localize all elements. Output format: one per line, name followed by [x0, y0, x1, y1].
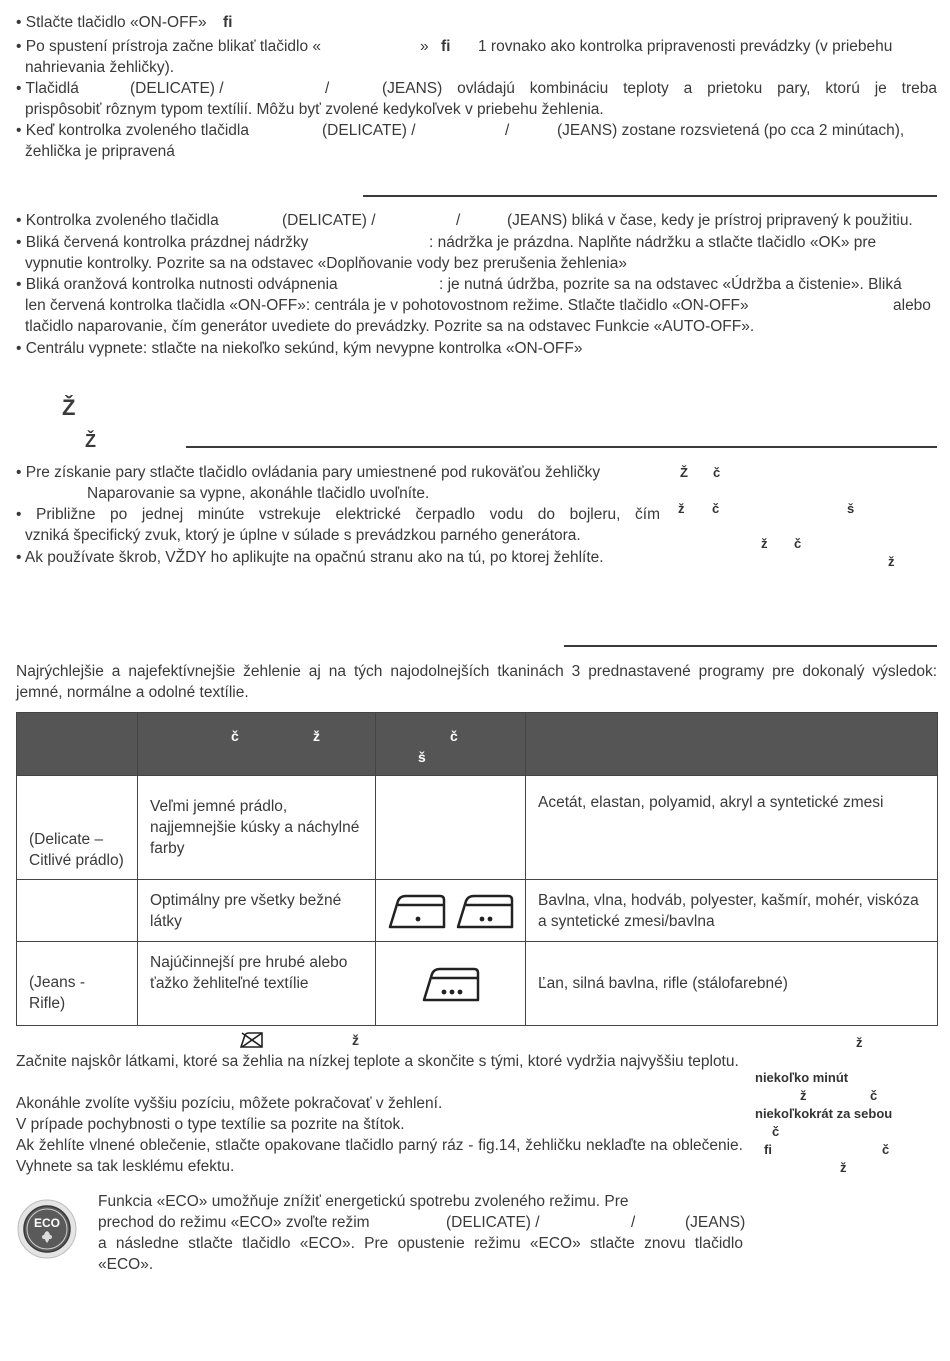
light-descale-c: len červená kontrolka tlačidla «ON-OFF»: centrála je v pohotovostnom režime. Stlačte tlačidlo «ON-OFF» — [25, 297, 749, 314]
program-fabrics: Acetát, elastan, polyamid, akryl a syntetické zmesi — [526, 776, 938, 880]
program-fabrics: Ľan, silná bavlna, rifle (stálofarebné) — [526, 942, 938, 1026]
bullet-buttons-a: • Tlačidlá — [16, 80, 79, 97]
light-descale-e: tlačidlo naparovanie, čím generátor uvediete do prevádzky. Pozrite sa na odstavec Funkcie «AUTO-OFF». — [25, 318, 755, 335]
light-empty-a: • Bliká červená kontrolka prázdnej nádržky — [16, 234, 309, 251]
steam-bullet-1a: • Pre získanie pary stlačte tlačidlo ovládania pary umiestnené pod rukoväťou žehličky — [16, 464, 601, 481]
section-rule — [564, 645, 937, 647]
bullet-ready-e: žehlička je pripravená — [25, 143, 175, 160]
after-table-p4: Ak žehlíte vlnené oblečenie, stlačte opakovane tlačidlo parný ráz - fig.14, žehličku neklaďte na oblečenie. Vyhnete sa tak lesklému efektu. — [16, 1137, 743, 1175]
light-descale-a: • Bliká oranžová kontrolka nutnosti odvápnenia — [16, 276, 338, 293]
light-descale-b: : je nutná údržba, pozrite sa na odstavec «Údržba a čistenie». Bliká — [439, 276, 902, 293]
table-row — [17, 880, 938, 942]
header-cell — [17, 713, 138, 776]
steam-bullet-2b: vzniká špecifický zvuk, ktorý je úplne v súlade s prevádzkou parného generátora. — [25, 527, 581, 544]
bullet-press-on-off — [16, 12, 232, 33]
side-char: ž — [840, 1160, 847, 1175]
bullet-buttons-d: (JEANS) ovládajú kombináciu teploty a prietoku pary, ktorú je treba — [382, 80, 937, 97]
eco-line-d: «ECO». — [98, 1256, 154, 1273]
header-cell — [526, 713, 938, 776]
text: • Stlačte tlačidlo «ON-OFF» — [16, 14, 207, 31]
program-use: Optimálny pre všetky bežné látky — [138, 880, 376, 942]
light-descale-d: alebo — [893, 297, 931, 314]
side-char: č — [794, 536, 802, 551]
eco-line-b3: / — [631, 1214, 636, 1231]
after-table-p2: Akonáhle zvolíte vyššiu pozíciu, môžete pokračovať v žehlení. — [16, 1095, 443, 1112]
header-char: č — [231, 728, 239, 744]
program-use: Najúčinnejší pre hrubé alebo ťažko žehliteľné textílie — [138, 942, 376, 1026]
heading-z2: Ž — [85, 431, 96, 451]
bullet-ready-b: (DELICATE) / — [322, 122, 416, 139]
fig-ref: ﬁ — [222, 14, 233, 31]
bullet-buttons-b: (DELICATE) / — [130, 80, 224, 97]
eco-line-c: a následne stlačte tlačidlo «ECO». Pre opustenie režimu «ECO» stlačte znovu tlačidlo — [98, 1235, 743, 1252]
iron-three-dots-icon — [422, 966, 480, 1002]
programs-table — [16, 712, 938, 1026]
no-iron-icon — [240, 1032, 264, 1048]
header-char: ž — [313, 728, 320, 744]
light-selected-a: • Kontrolka zvoleného tlačidla — [16, 212, 219, 229]
text: • Po spustení prístroja začne blikať tlačidlo « — [16, 38, 322, 55]
light-empty-b: : nádržka je prázdna. Naplňte nádržku a stlačte tlačidlo «OK» pre — [429, 234, 877, 251]
light-off: • Centrálu vypnete: stlačte na niekoľko sekúnd, kým nevypne kontrolka «ON-OFF» — [16, 340, 583, 357]
after-table-p3: V prípade pochybnosti o type textílie sa pozrite na štítok. — [16, 1116, 405, 1133]
iron-two-dots-icon — [456, 893, 514, 929]
after-table-char: ž — [352, 1032, 359, 1048]
eco-line-b2: (DELICATE) / — [446, 1214, 540, 1231]
side-char: č — [712, 501, 720, 516]
bullet-buttons-e: prispôsobiť rôznym typom textílií. Môžu byť zvolené kedykoľvek v priebehu žehlenia. — [25, 101, 604, 118]
program-icon-cell — [376, 880, 526, 942]
steam-bullet-1b: Naparovanie sa vypne, akonáhle tlačidlo uvoľníte. — [87, 485, 430, 502]
steam-bullet-2a: • Približne po jednej minúte vstrekuje elektrické čerpadlo vodu do bojleru, čím — [16, 506, 660, 523]
program-icon-cell — [376, 776, 526, 880]
side-char: č — [713, 465, 721, 480]
table-row — [17, 776, 938, 880]
side-char: ž — [678, 501, 685, 516]
iron-one-dot-icon — [388, 893, 446, 929]
program-name: (Delicate – Citlivé prádlo) — [17, 776, 138, 880]
svg-text:ECO: ECO — [33, 1216, 61, 1230]
side-text: niekoľko minút — [755, 1070, 849, 1085]
bullet-after-start-a — [16, 36, 321, 57]
side-char: ž — [856, 1035, 863, 1050]
bullet-buttons-c: / — [325, 80, 330, 97]
side-char: ž — [888, 554, 895, 569]
side-char: č — [870, 1088, 878, 1103]
program-name: (Jeans - Rifle) — [17, 942, 138, 1026]
eco-line-a: Funkcia «ECO» umožňuje znížiť energetickú spotrebu zvoleného režimu. Pre — [98, 1193, 629, 1210]
light-selected-d: (JEANS) bliká v čase, kedy je prístroj pripravený k použitiu. — [507, 212, 913, 229]
program-fabrics: Bavlna, vlna, hodváb, polyester, kašmír, mohér, viskóza a syntetické zmesi/bavlna — [526, 880, 938, 942]
eco-button-icon — [17, 1199, 77, 1259]
bullet-after-start-d: nahrievania žehličky). — [25, 59, 175, 76]
light-selected-b: (DELICATE) / — [282, 212, 376, 229]
side-text: niekoľkokrát za sebou — [755, 1106, 893, 1121]
after-table-p1: Začnite najskôr látkami, ktoré sa žehlia na nízkej teplote a skončite s tými, ktoré vydržia najvyššiu teplotu. — [16, 1053, 739, 1070]
fig-ref: ﬁ — [441, 38, 451, 55]
side-char: č — [772, 1124, 780, 1139]
program-use: Veľmi jemné prádlo, najjemnejšie kúsky a náchylné farby — [138, 776, 376, 880]
section-rule — [363, 195, 937, 197]
side-char: ž — [800, 1088, 807, 1103]
programs-intro: Najrýchlejšie a najefektívnejšie žehlenie aj na tých najodolnejších tkaninách 3 prednastavené programy pre dokonalý výsledok: jemné, normálne a odolné textílie. — [16, 663, 937, 701]
program-name — [17, 880, 138, 942]
table-header-row — [17, 713, 938, 776]
bullet-after-start-b: » — [420, 38, 429, 55]
program-icon-cell — [376, 942, 526, 1026]
header-cell — [138, 713, 376, 776]
eco-line-b1: prechod do režimu «ECO» zvoľte režim — [98, 1214, 370, 1231]
heading-z1: Ž — [62, 395, 76, 420]
eco-line-b4: (JEANS) — [685, 1214, 746, 1231]
bullet-after-start-c: 1 rovnako ako kontrolka pripravenosti prevádzky (v priebehu — [478, 38, 893, 55]
bullet-ready-d: (JEANS) zostane rozsvietená (po cca 2 minútach), — [557, 122, 905, 139]
side-char: š — [847, 501, 855, 516]
table-row — [17, 942, 938, 1026]
light-empty-c: vypnutie kontrolky. Pozrite sa na odstavec «Doplňovanie vody bez prerušenia žehlenia» — [25, 255, 627, 272]
section-rule — [186, 446, 937, 448]
header-char: č — [450, 728, 458, 744]
bullet-ready-a: • Keď kontrolka zvoleného tlačidla — [16, 122, 249, 139]
side-char: ž — [761, 536, 768, 551]
side-char: Ž — [680, 465, 688, 480]
side-char: ﬁ — [764, 1142, 772, 1157]
bullet-ready-c: / — [505, 122, 510, 139]
steam-bullet-3: • Ak používate škrob, VŽDY ho aplikujte na opačnú stranu ako na tú, po ktorej žehlíte. — [16, 549, 604, 566]
light-selected-c: / — [456, 212, 461, 229]
header-cell — [376, 713, 526, 776]
side-char: č — [882, 1142, 890, 1157]
header-char: š — [418, 749, 426, 765]
